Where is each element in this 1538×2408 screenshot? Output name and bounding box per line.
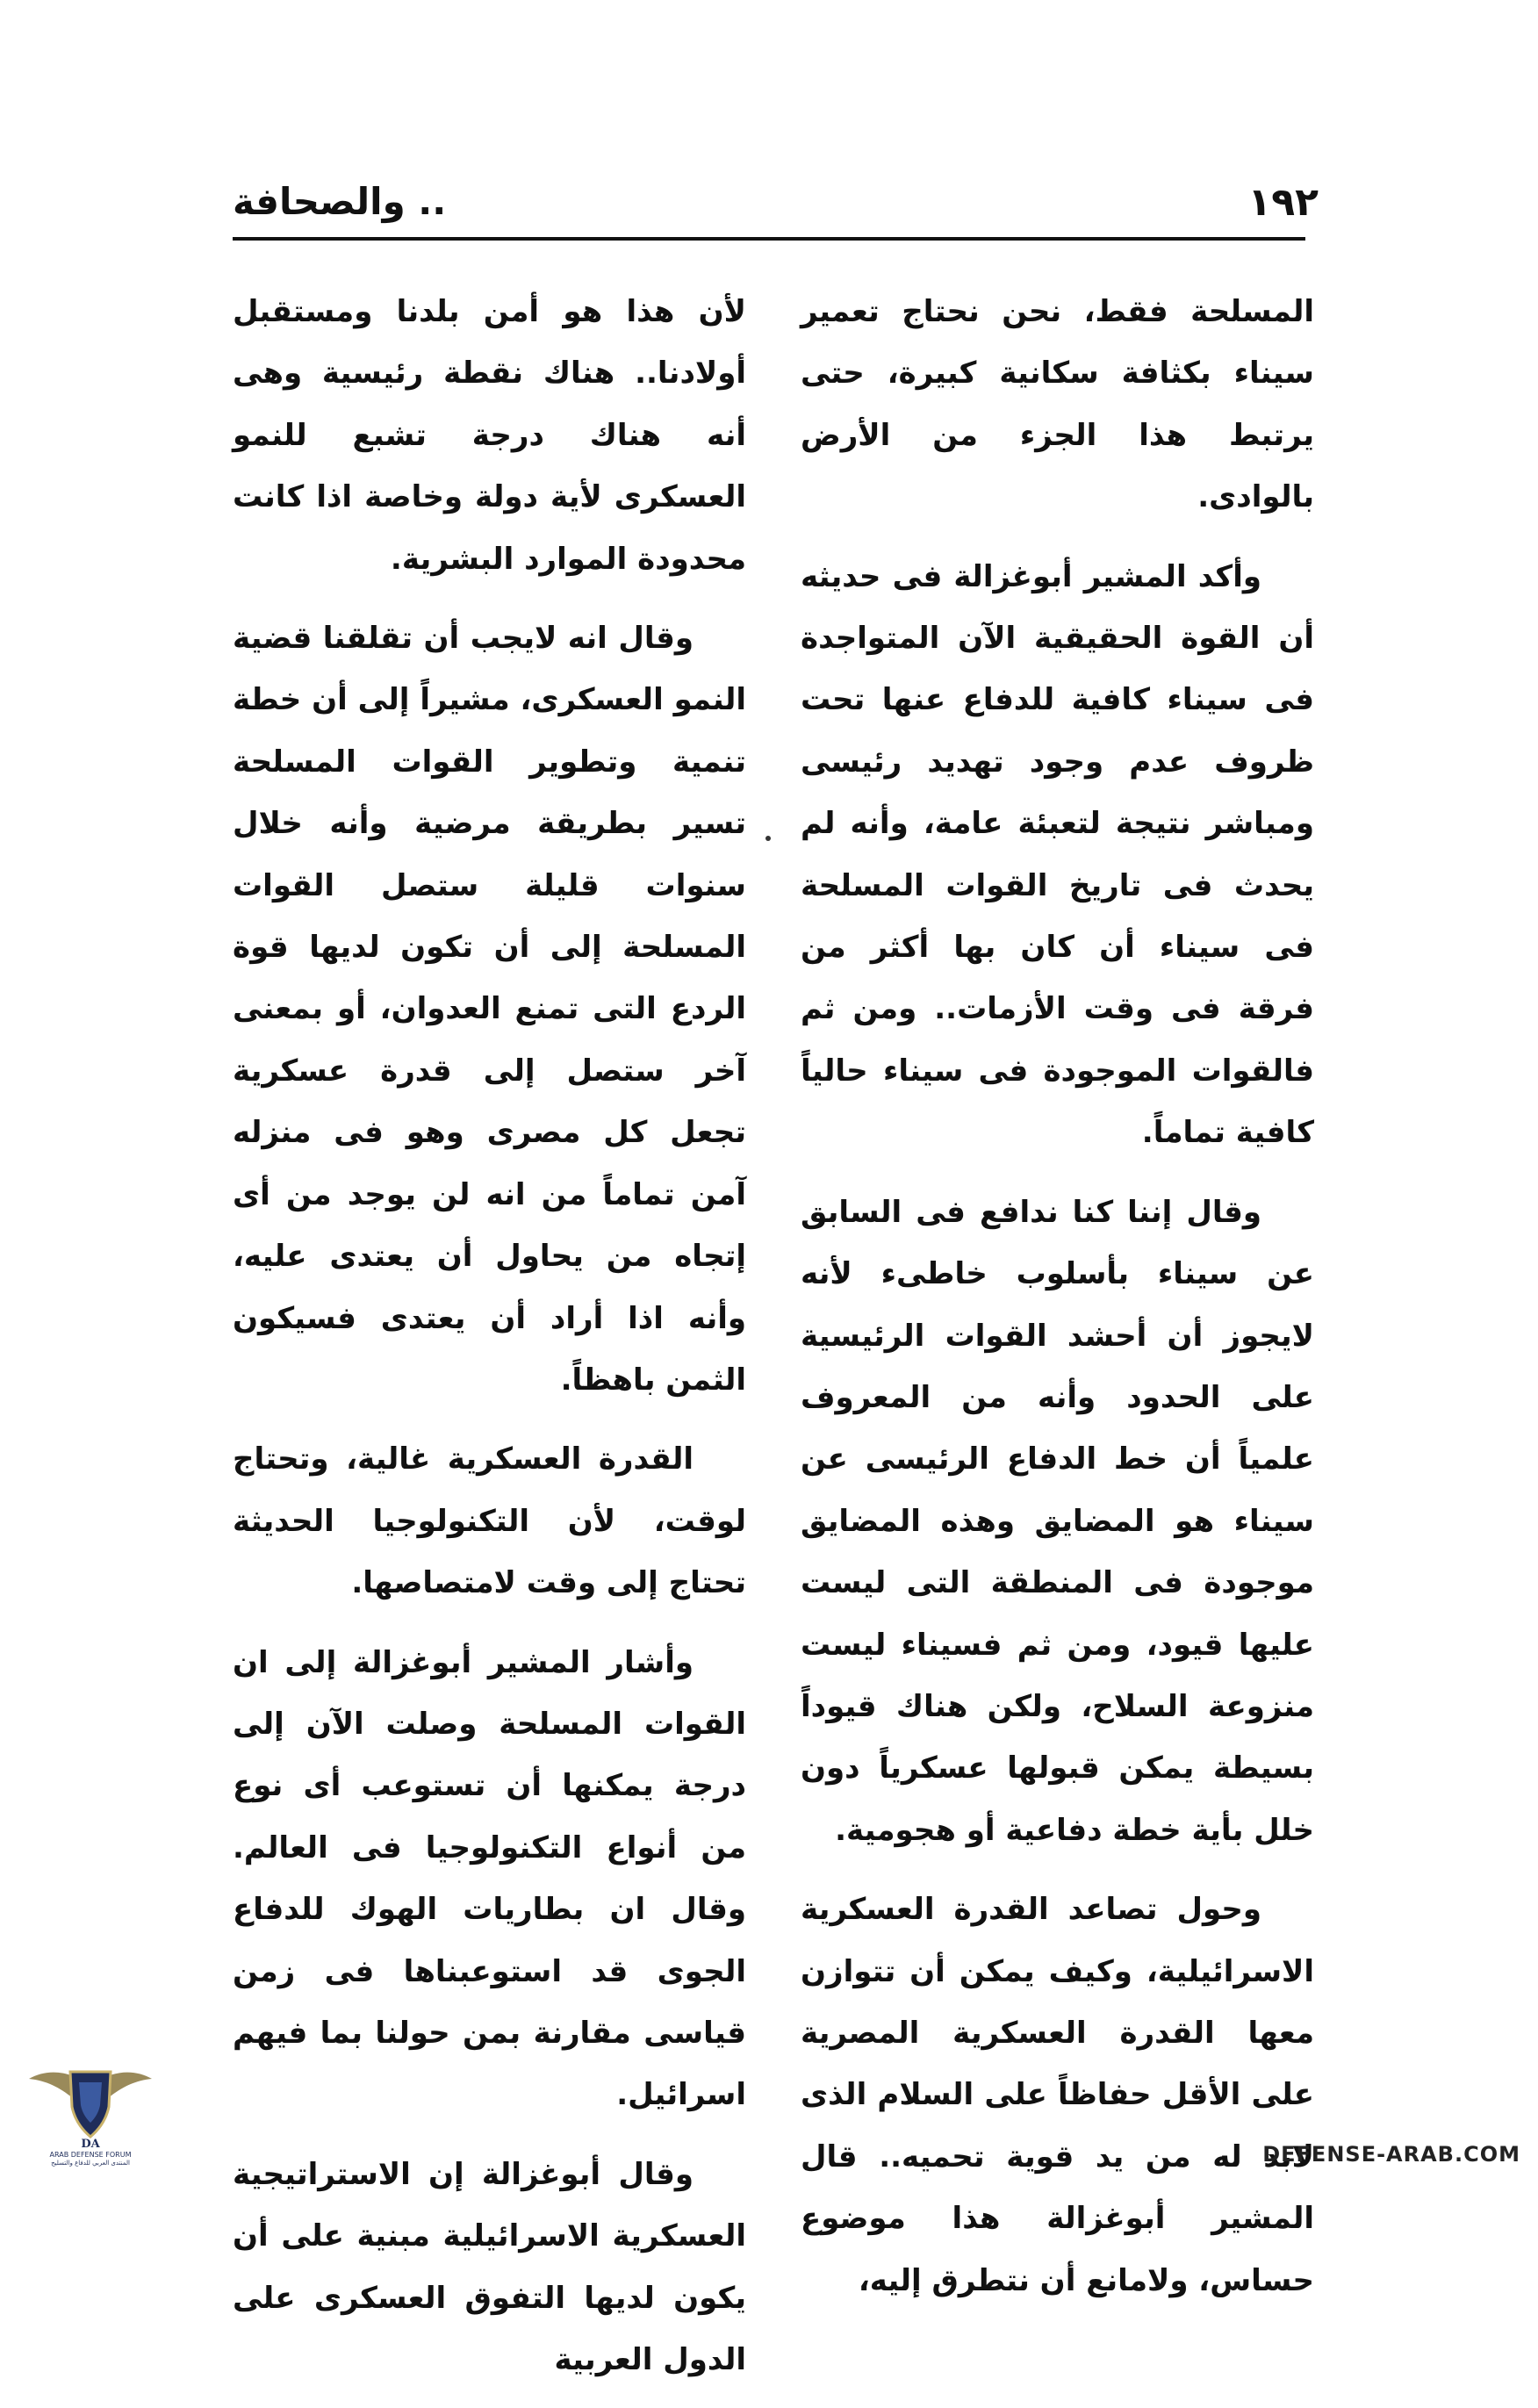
text-column-right	[801, 281, 1314, 2329]
scan-speck	[765, 836, 771, 841]
text-column-left	[233, 281, 746, 2408]
svg-text:ARAB DEFENSE FORUM: ARAB DEFENSE FORUM	[49, 2151, 132, 2159]
svg-text:المنتدى العربي للدفاع والتسليح: المنتدى العربي للدفاع والتسليح	[51, 2160, 130, 2167]
paragraph: لأن هذا هو أمن بلدنا ومستقبل أولادنا.. هناك نقطة رئيسية وهى أنه هناك درجة تشبع للنمو العسكرى لأية دولة وخاصة اذا كانت محدودة الموارد البشرية.	[233, 294, 746, 577]
paragraph: وقال أبوغزالة إن الاستراتيجية العسكرية الاسرائيلية مبنية على أن يكون لديها التفوق العسكرى على الدول العربية	[233, 2156, 746, 2377]
page-number: ١٩٢	[1247, 180, 1319, 225]
paragraph: وقال إننا كنا ندافع فى السابق عن سيناء بأسلوب خاطىء لأنه لايجوز أن أحشد القوات الرئيسية على الحدود وأنه من المعروف علمياً أن خط الدفاع الرئيسى عن سيناء هو المضايق وهذه المضايق موجودة فى المنطقة التى ليست عليها قيود، ومن ثم فسيناء ليست منزوعة السلاح، ولكن هناك قيوداً بسيطة يمكن قبولها عسكرياً دون خلل بأية خطة دفاعية أو هجومية.	[801, 1194, 1314, 1848]
header-rule	[233, 237, 1305, 241]
eagle-shield-icon	[25, 2052, 156, 2167]
paragraph: وأشار المشير أبوغزالة إلى ان القوات المسلحة وصلت الآن إلى درجة يمكنها أن تستوعب أى نوع من أنواع التكنولوجيا فى العالم. وقال ان بطاريات الهوك للدفاع الجوى قد استوعبناها فى زمن قياسى مقارنة بمن حولنا بما فيهم اسرائيل.	[233, 1644, 746, 2113]
paragraph: وحول تصاعد القدرة العسكرية الاسرائيلية، وكيف يمكن أن تتوازن معها القدرة العسكرية المصرية على الأقل حفاظاً على السلام الذى لابد له من يد قوية تحميه.. قال المشير أبوغزالة هذا موضوع حساس، ولامانع أن نتطرق إليه،	[801, 1892, 1314, 2298]
svg-text:DA: DA	[81, 2138, 100, 2151]
running-head: .. والصحافة	[233, 180, 447, 223]
watermark-site-url: DEFENSE-ARAB.COM	[1262, 2142, 1520, 2167]
paragraph: القدرة العسكرية غالية، وتحتاج لوقت، لأن التكنولوجيا الحديثة تحتاج إلى وقت لامتصاصها.	[233, 1441, 746, 1601]
paragraph: وأكد المشير أبوغزالة فى حديثه أن القوة الحقيقية الآن المتواجدة فى سيناء كافية للدفاع عنها تحت ظروف عدم وجود تهديد رئيسى ومباشر نتيجة لتعبئة عامة، وأنه لم يحدث فى تاريخ القوات المسلحة فى سيناء أن كان بها أكثر من فرقة فى وقت الأزمات.. ومن ثم فالقوات الموجودة فى سيناء حالياً كافية تماماً.	[801, 558, 1314, 1151]
paragraph: المسلحة فقط، نحن نحتاج تعمير سيناء بكثافة سكانية كبيرة، حتى يرتبط هذا الجزء من الأرض بالوادى.	[801, 294, 1314, 515]
paragraph: وقال انه لايجب أن تقلقنا قضية النمو العسكرى، مشيراً إلى أن خطة تنمية وتطوير القوات المسلحة تسير بطريقة مرضية وأنه خلال سنوات قليلة ستصل القوات المسلحة إلى أن تكون لديها قوة الردع التى تمنع العدوان، أو بمعنى آخر ستصل إلى قدرة عسكرية تجعل كل مصرى وهو فى منزله آمن تماماً من انه لن يوجد من أى إتجاه من يحاول أن يعتدى عليه، وأنه اذا أراد أن يعتدى فسيكون الثمن باهظاً.	[233, 621, 746, 1398]
